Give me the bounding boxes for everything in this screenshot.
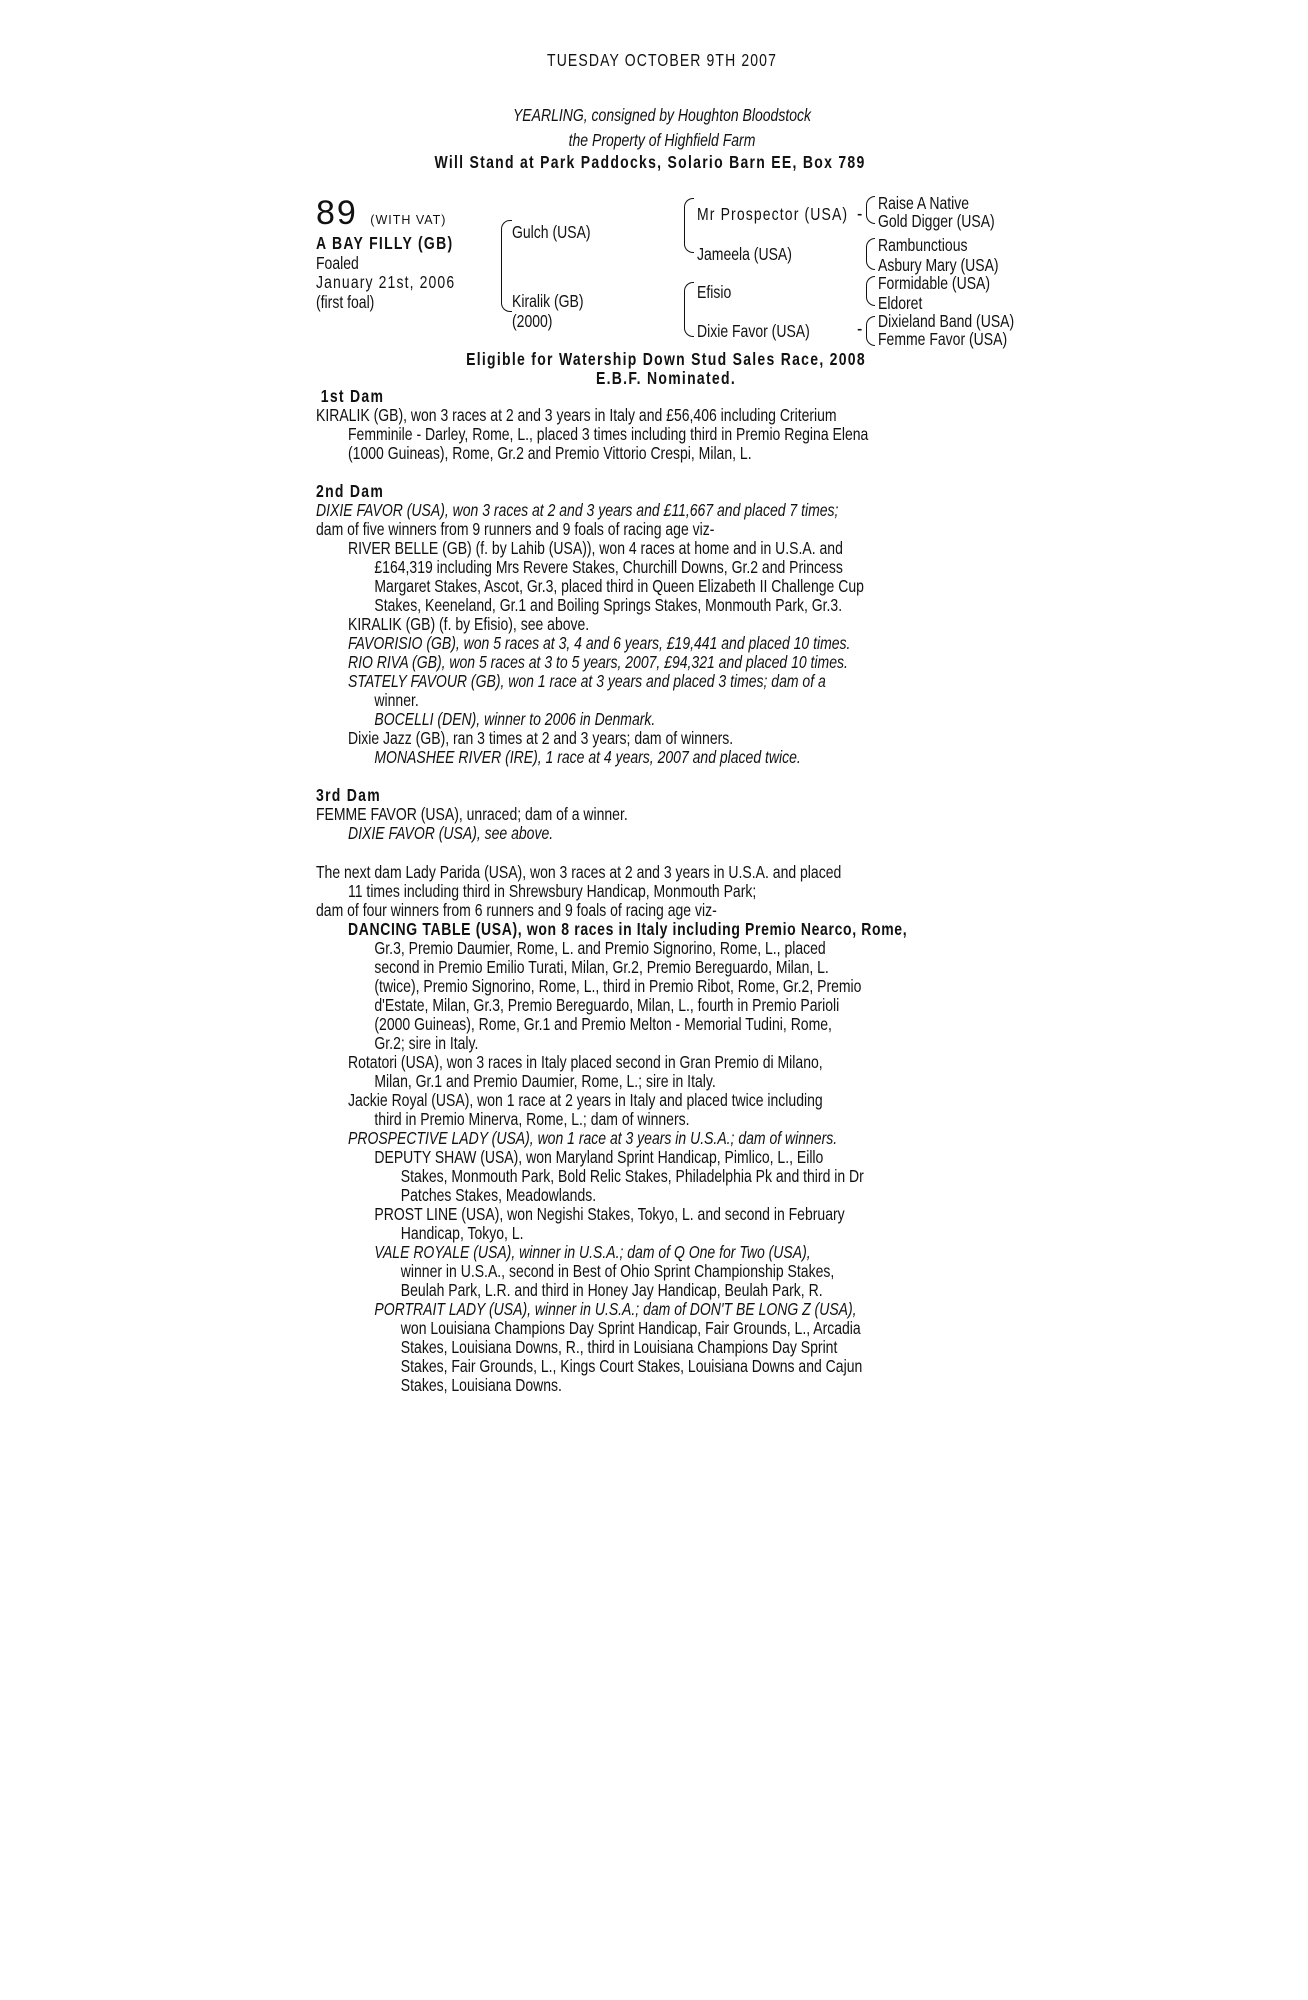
next-dam-line: DEPUTY SHAW (USA), won Maryland Sprint Handicap, Pimlico, L., Eillo [374,1147,824,1167]
second-dam-line: winner. [374,690,419,710]
second-dam-heading: 2nd Dam [316,481,385,501]
pedigree-g5: Formidable (USA) [878,273,991,293]
next-dam-line: Patches Stakes, Meadowlands. [400,1185,597,1205]
second-dam-line: Margaret Stakes, Ascot, Gr.3, placed third in Queen Elizabeth II Challenge Cup [374,576,864,596]
property-line: the Property of Highfield Farm [568,130,756,150]
next-dam-line: Stakes, Louisiana Downs, R., third in Louisiana Champions Day Sprint [400,1337,838,1357]
pedigree-g7: Dixieland Band (USA) [878,311,1015,331]
next-dam-section [316,863,1006,1395]
pedigree-dam-sire: Efisio [697,282,732,302]
next-dam-line: Rotatori (USA), won 3 races in Italy placed second in Gran Premio di Milano, [348,1052,823,1072]
pedigree-g1: Raise A Native [878,193,970,213]
lot-number: 89 [316,194,358,232]
pedigree-sire: Gulch (USA) [512,222,591,242]
next-dam-line: Stakes, Louisiana Downs. [400,1375,562,1395]
pedigree-dam-year: (2000) [512,311,553,331]
next-dam-line: Stakes, Monmouth Park, Bold Relic Stakes, Philadelphia Pk and third in Dr [400,1166,864,1186]
next-dam-line: Jackie Royal (USA), won 1 race at 2 years in Italy and placed twice including [348,1090,823,1110]
stand-line: Will Stand at Park Paddocks, Solario Barn EE, Box 789 [434,152,866,172]
sale-date: TUESDAY OCTOBER 9TH 2007 [547,50,777,70]
next-dam-line: Milan, Gr.1 and Premio Daumier, Rome, L.; sire in Italy. [374,1071,716,1091]
next-dam-line: Gr.3, Premio Daumier, Rome, L. and Premio Signorino, Rome, L., placed [374,938,826,958]
next-dam-line: Handicap, Tokyo, L. [400,1223,524,1243]
consignor-line: YEARLING, consigned by Houghton Bloodstock [512,105,812,125]
foaled-date: January 21st, 2006 [316,272,456,292]
lot-number-row [316,195,446,231]
pedigree-g4: Asbury Mary (USA) [878,255,999,275]
next-dam-line: Beulah Park, L.R. and third in Honey Jay Handicap, Beulah Park, R. [400,1280,823,1300]
next-dam-line: second in Premio Emilio Turati, Milan, Gr.2, Premio Bereguardo, Milan, L. [374,957,829,977]
next-dam-line: d'Estate, Milan, Gr.3, Premio Bereguardo, Milan, L., fourth in Premio Parioli [374,995,840,1015]
pedigree-brace-g1 [866,196,875,224]
second-dam-line: STATELY FAVOUR (GB), won 1 race at 3 years and placed 3 times; dam of a [348,671,826,691]
pedigree-dam: Kiralik (GB) [512,291,584,311]
first-dam-line: Femminile - Darley, Rome, L., placed 3 times including third in Premio Regina Elena [348,424,869,444]
third-dam-line: FEMME FAVOR (USA), unraced; dam of a winner. [316,804,628,824]
next-dam-line: third in Premio Minerva, Rome, L.; dam of winners. [374,1109,690,1129]
pedigree-g8: Femme Favor (USA) [878,329,1008,349]
next-dam-line: PROSPECTIVE LADY (USA), won 1 race at 3 years in U.S.A.; dam of winners. [348,1128,838,1148]
pedigree-brace-g3 [866,276,875,306]
pedigree-dam-dam: Dixie Favor (USA) [697,321,810,341]
next-dam-line: VALE ROYALE (USA), winner in U.S.A.; dam of Q One for Two (USA), [374,1242,811,1262]
foaled-label: Foaled [316,253,359,273]
next-dam-line: (2000 Guineas), Rome, Gr.1 and Premio Melton - Memorial Tudini, Rome, [374,1014,832,1034]
vat-note: (WITH VAT) [370,213,447,227]
third-dam-line: DIXIE FAVOR (USA), see above. [348,823,554,843]
pedigree-brace-dam [684,282,694,337]
next-dam-line: dam of four winners from 6 runners and 9 foals of racing age viz- [316,900,717,920]
first-dam-section [316,387,1006,463]
second-dam-line: RIVER BELLE (GB) (f. by Lahib (USA)), won 4 races at home and in U.S.A. and [348,538,843,558]
second-dam-line: DIXIE FAVOR (USA), won 3 races at 2 and 3 years and £11,667 and placed 7 times; [316,500,839,520]
third-dam-heading: 3rd Dam [316,785,381,805]
second-dam-line: RIO RIVA (GB), won 5 races at 3 to 5 years, 2007, £94,321 and placed 10 times. [348,652,848,672]
lot-title: A BAY FILLY (GB) [316,233,454,253]
next-dam-line: The next dam Lady Parida (USA), won 3 races at 2 and 3 years in U.S.A. and placed [316,862,842,882]
next-dam-line: 11 times including third in Shrewsbury Handicap, Monmouth Park; [348,881,757,901]
next-dam-line: Gr.2; sire in Italy. [374,1033,479,1053]
pedigree-g2: Gold Digger (USA) [878,211,995,231]
first-dam-line: (1000 Guineas), Rome, Gr.2 and Premio Vittorio Crespi, Milan, L. [348,443,752,463]
next-dam-line: won Louisiana Champions Day Sprint Handicap, Fair Grounds, L., Arcadia [400,1318,861,1338]
first-foal-note: (first foal) [316,292,375,312]
pedigree-brace-g4 [866,316,875,346]
first-dam-heading: 1st Dam [320,386,385,406]
second-dam-line: KIRALIK (GB) (f. by Efisio), see above. [348,614,590,634]
second-dam-line: FAVORISIO (GB), won 5 races at 3, 4 and 6 years, £19,441 and placed 10 times. [348,633,851,653]
pedigree-sire-dam: Jameela (USA) [697,244,792,264]
next-dam-line: (twice), Premio Signorino, Rome, L., third in Premio Ribot, Rome, Gr.2, Premio [374,976,862,996]
pedigree-brace-sire [684,198,694,253]
second-dam-line: MONASHEE RIVER (IRE), 1 race at 4 years, 2007 and placed twice. [374,747,801,767]
pedigree-g3: Rambunctious [878,235,968,255]
first-dam-line: KIRALIK (GB), won 3 races at 2 and 3 years in Italy and £56,406 including Criterium [316,405,837,425]
second-dam-line: Stakes, Keeneland, Gr.1 and Boiling Springs Stakes, Monmouth Park, Gr.3. [374,595,843,615]
eligibility-line: Eligible for Watership Down Stud Sales Race, 2008 [466,349,866,369]
pedigree-brace-g2 [866,238,875,270]
second-dam-line: BOCELLI (DEN), winner to 2006 in Denmark. [374,709,656,729]
next-dam-line: PORTRAIT LADY (USA), winner in U.S.A.; dam of DON'T BE LONG Z (USA), [374,1299,857,1319]
second-dam-line: dam of five winners from 9 runners and 9 foals of racing age viz- [316,519,715,539]
second-dam-line: Dixie Jazz (GB), ran 3 times at 2 and 3 years; dam of winners. [348,728,734,748]
pedigree-g6: Eldoret [878,293,923,313]
next-dam-line: PROST LINE (USA), won Negishi Stakes, Tokyo, L. and second in February [374,1204,845,1224]
next-dam-line: Stakes, Fair Grounds, L., Kings Court Stakes, Louisiana Downs and Cajun [400,1356,863,1376]
pedigree-dash-2: - [857,318,863,340]
third-dam-section [316,786,1006,843]
pedigree-sire-sire: Mr Prospector (USA) [697,204,849,224]
ebf-line: E.B.F. Nominated. [596,368,736,388]
next-dam-line: winner in U.S.A., second in Best of Ohio Sprint Championship Stakes, [400,1261,835,1281]
second-dam-section [316,482,1006,767]
pedigree-brace-main [501,220,512,312]
second-dam-line: £164,319 including Mrs Revere Stakes, Churchill Downs, Gr.2 and Princess [374,557,843,577]
next-dam-line: DANCING TABLE (USA), won 8 races in Italy including Premio Nearco, Rome, [348,919,908,939]
pedigree-dash: - [857,203,863,225]
